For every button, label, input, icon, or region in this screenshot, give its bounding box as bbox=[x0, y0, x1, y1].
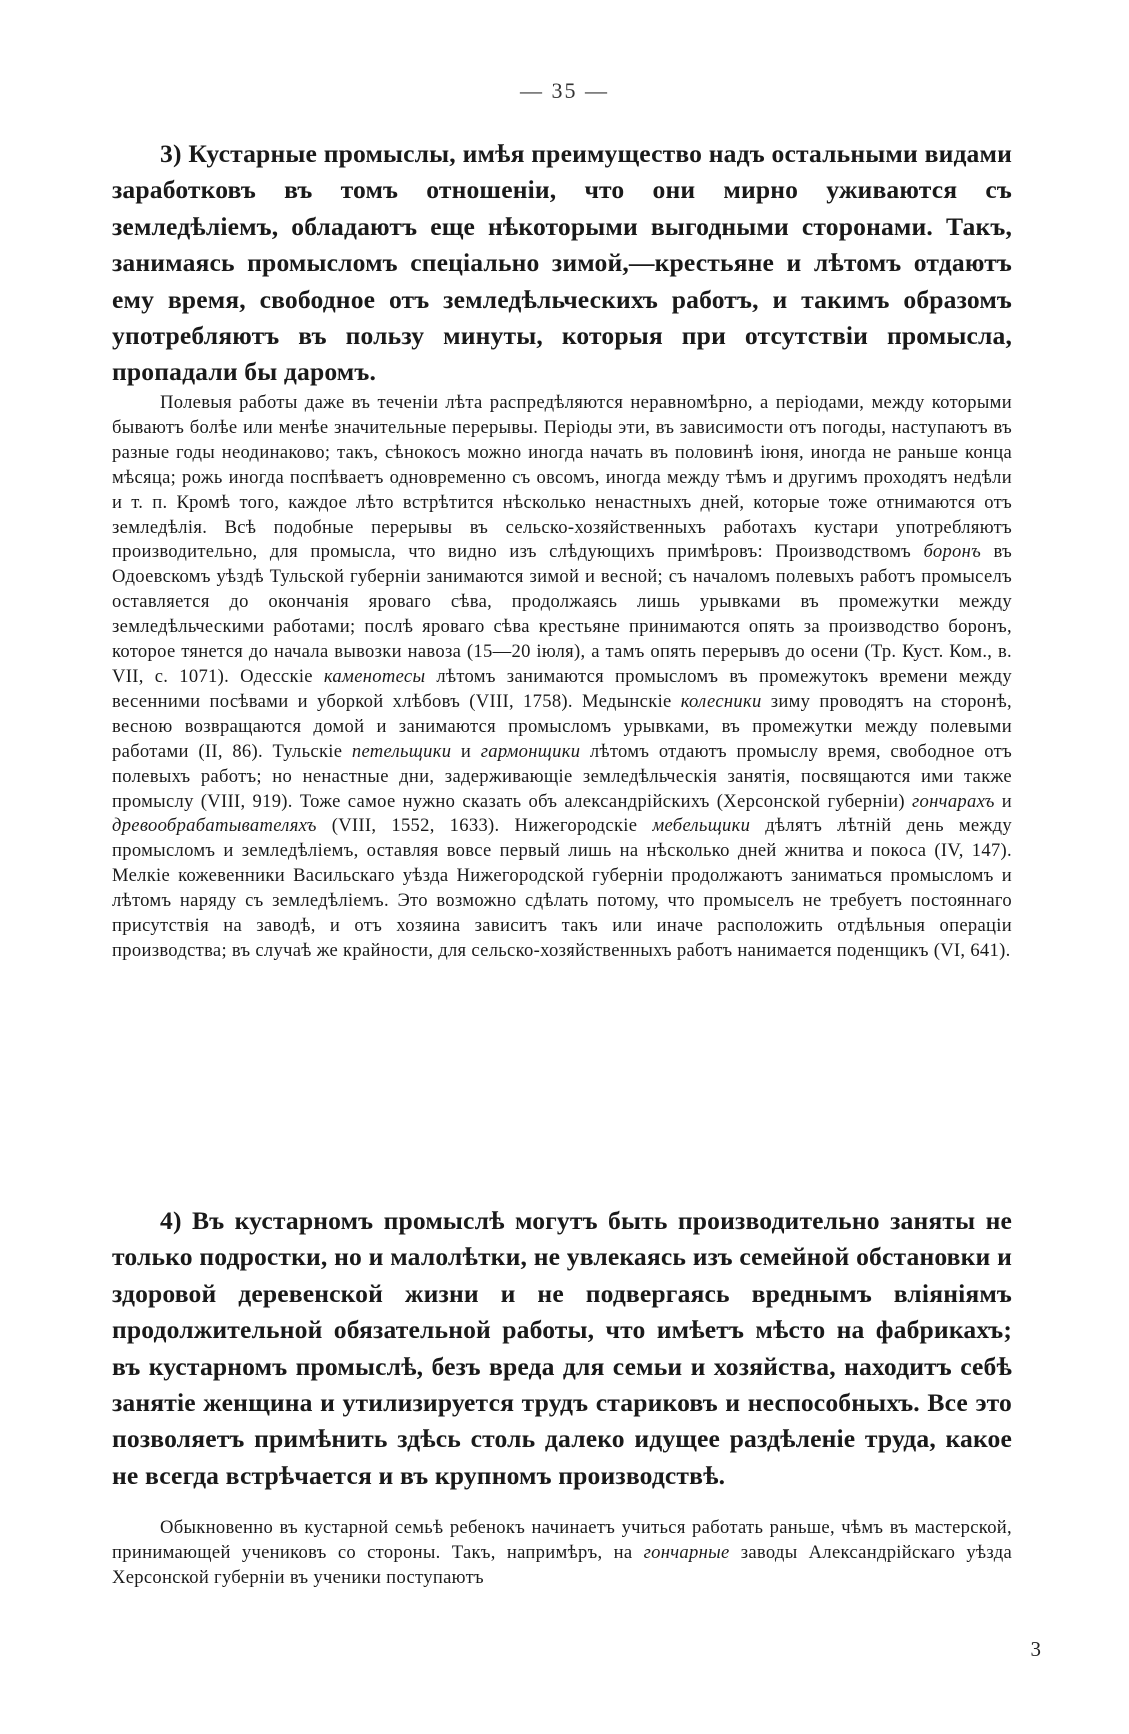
note-3-term-mebelshchiki: мебельщики bbox=[652, 815, 751, 837]
note-3-term-boron: боронъ bbox=[923, 541, 982, 563]
footnote-paragraph-4 bbox=[112, 1516, 1012, 1591]
note-3-text-3: лѣтомъ занимаются промысломъ въ промежутокъ времени между весенними посѣвами и уборкой хлѣбовъ (VIII, 1758). Медынскіе bbox=[112, 665, 1013, 712]
paragraph-3: 3) Кустарные промыслы, имѣя преимущество надъ остальными видами заработковъ въ томъ отношеніи, что они мирно уживаются съ земледѣліемъ, обладаютъ еще нѣкоторыми выгодными сторонами. Такъ, занимаясь промысломъ спеціально зимой,—крестьяне и лѣтомъ отдаютъ ему время, свободное отъ земледѣльческихъ работъ, и такимъ образомъ употребляютъ въ пользу минуты, которыя при отсутствіи промысла, пропадали бы даромъ. bbox=[112, 139, 1012, 387]
note-3-text-7: и bbox=[994, 790, 1012, 812]
note-3-text-9: дѣлятъ лѣтній день между промысломъ и земледѣліемъ, оставляя вовсе первый лишь на нѣсколько дней жнитва и покоса (IV, 147). Мелкіе кожевенники Васильскаго уѣзда Нижегородской губерніи продолжаютъ заниматься промысломъ и лѣтомъ наряду съ земледѣліемъ. Это возможно сдѣлать потому, что промыселъ не требуетъ постояннаго присутствія на заводѣ, и отъ хозяина зависитъ такъ или иначе расположить отдѣльныя операціи производства; въ случаѣ же крайности, для сельско-хозяйственныхъ работъ нанимается поденщикъ (VI, 641). bbox=[112, 815, 1012, 961]
note-3-text-8: (VIII, 1552, 1633). Нижегородскіе bbox=[316, 815, 653, 837]
note-3-text-5: и bbox=[451, 740, 481, 762]
note-3-term-petelshchiki: петельщики bbox=[351, 740, 452, 762]
note-3-text-6: лѣтомъ отдаютъ промыслу время, свободное отъ полевыхъ работъ; но ненастные дни, задерживающіе земледѣльческія занятія, посвящаются ими также промыслу (VIII, 919). Тоже самое нужно сказать объ александрійскихъ (Херсонской губерніи) bbox=[112, 740, 1012, 812]
paragraph-4: 4) Въ кустарномъ промыслѣ могутъ быть производительно заняты не только подростки, но и малолѣтки, не увлекаясь изъ семейной обстановки и здоровой деревенской жизни и не подвергаясь вреднымъ вліяніямъ продолжительной обязательной работы, что имѣетъ мѣсто на фабрикахъ; въ кустарномъ промыслѣ, безъ вреда для семьи и хозяйства, находитъ себѣ занятіе женщина и утилизируется трудъ стариковъ и неспособныхъ. Все это позволяетъ примѣнить здѣсь столь далеко идущее раздѣленіе труда, какое не всегда встрѣчается и въ крупномъ производствѣ. bbox=[112, 1206, 1012, 1490]
signature-mark: 3 bbox=[1030, 1637, 1041, 1661]
note-3-text-1: Полевыя работы даже въ теченіи лѣта распредѣляются неравномѣрно, а періодами, между которыми бываютъ болѣе или менѣе значительные перерывы. Періоды эти, въ зависимости отъ погоды, наступаютъ въ разные годы неодинаково; такъ, сѣнокосъ можно иногда начать въ половинѣ іюня, иногда не раньше конца мѣсяца; рожь иногда поспѣваетъ одновременно съ овсомъ, иногда между тѣмъ и другимъ проходятъ недѣли и т. п. Кромѣ того, каждое лѣто встрѣтится нѣсколько ненастныхъ дней, которые тоже отнимаются отъ земледѣлія. Всѣ подобные перерывы въ сельско-хозяйственныхъ работахъ кустари употребляютъ производительно, для промысла, что видно изъ слѣдующихъ примѣровъ: Производствомъ bbox=[112, 392, 1012, 563]
note-3-term-goncharakh: гончарахъ bbox=[911, 790, 995, 812]
page-number: — 35 — bbox=[520, 78, 609, 103]
note-3-term-kamenotesy: каменотесы bbox=[323, 665, 426, 687]
footnote-paragraph-3 bbox=[112, 391, 1012, 964]
note-3-term-garmonshchiki: гармонщики bbox=[480, 740, 581, 762]
note-4-text-2: заводы Александрійскаго уѣзда Херсонской губерніи въ ученики поступаютъ bbox=[112, 1541, 1013, 1588]
note-3-text-4: зиму проводятъ на сторонѣ, весною возвращаются домой и занимаются промысломъ урывками, въ промежутки между полевыми работами (II, 86). Тульскіе bbox=[112, 690, 1013, 762]
note-3-term-drevoobrabatyvatelyakh: древообрабатывателяхъ bbox=[112, 815, 317, 837]
note-3-text-2: въ Одоевскомъ уѣздѣ Тульской губерніи занимаются зимой и весной; съ началомъ полевыхъ работъ промыселъ оставляется до окончанія яроваго сѣва, продолжаясь лишь урывками въ промежутки между земледѣльческими работами; послѣ яроваго сѣва крестьяне принимаются опять за производство боронъ, которое тянется до начала вывозки навоза (15—20 іюля), а тамъ опять перерывъ до осени (Тр. Куст. Ком., в. VII, с. 1071). Одесскіе bbox=[112, 541, 1012, 687]
note-3-term-kolesniki: колесники bbox=[680, 690, 762, 712]
note-4-text-1: Обыкновенно въ кустарной семьѣ ребенокъ начинаетъ учиться работать раньше, чѣмъ въ мастерской, принимающей учениковъ со стороны. Такъ, напримѣръ, на bbox=[112, 1517, 1012, 1563]
note-4-term-goncharnye: гончарные bbox=[643, 1541, 730, 1563]
